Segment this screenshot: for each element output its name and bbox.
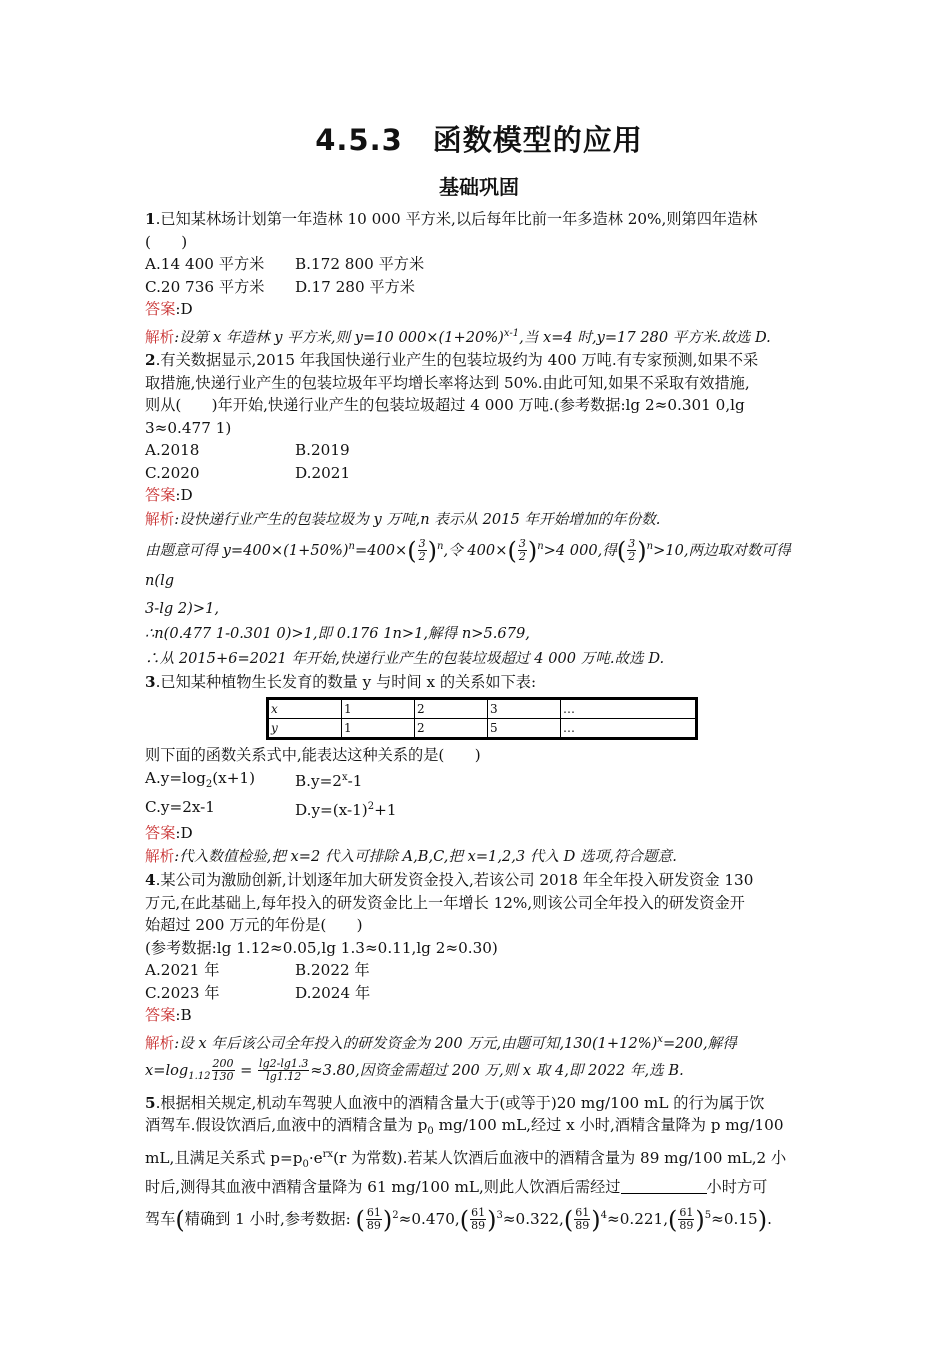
q2-analysis-4: ∴n(0.477 1-0.301 0)>1,即 0.176 1n>1,解得 n>5.679, — [145, 624, 530, 642]
q2-exponent-n: n — [437, 540, 444, 552]
table-cell: y — [268, 719, 342, 739]
q2-option-d: D.2021 — [295, 463, 351, 482]
q3-analysis-text: :代入数值检验,把 x=2 代入可排除 A,B,C,把 x=1,2,3 代入 D 选项,符合题意. — [174, 848, 677, 866]
paren-open: ( — [507, 536, 517, 565]
fraction-denominator: 89 — [471, 1219, 486, 1233]
q2-analysis-3: 3-lg 2)>1, — [145, 599, 219, 617]
value-2: ≈0.470, — [398, 1209, 460, 1228]
analysis-label: 解析 — [145, 510, 175, 528]
q4-analysis-2 — [145, 1056, 813, 1092]
q3-option-a-text: A.y=log — [145, 768, 206, 787]
q2-text-2: 取措施,快递行业产生的包装垃圾年平均增长率将达到 50%.由此可知,如果不采取有效措施, — [145, 373, 750, 392]
paren-close: ) — [487, 1205, 497, 1234]
q4-number: 4 — [145, 871, 156, 890]
power-4: 4 — [600, 1209, 607, 1221]
table-cell: x — [268, 699, 342, 719]
q2-exponent-n: n — [348, 540, 355, 552]
power-2: 2 — [392, 1209, 399, 1221]
q1-option-b: B.172 800 平方米 — [295, 255, 425, 273]
table-cell: … — [561, 699, 697, 719]
fraction-61-89 — [366, 1207, 382, 1232]
answer-label: 答案 — [145, 1006, 176, 1025]
power-5: 5 — [704, 1209, 712, 1221]
q2-option-a: A.2018 — [145, 441, 200, 460]
q3-answer — [145, 822, 813, 845]
q4-equals: = — [235, 1061, 258, 1079]
fraction-3-2 — [627, 538, 636, 563]
q2-analysis-eq-mid1: =400× — [354, 541, 408, 559]
q4-analysis-text-end: =200,解得 — [662, 1034, 737, 1052]
q5-text-4 — [145, 1176, 813, 1199]
q2-analysis-2 — [145, 532, 813, 596]
q3-question: 则下面的函数关系式中,能表达这种关系的是( ) — [145, 746, 481, 765]
q1-analysis — [145, 321, 813, 350]
fraction-numerator: 3 — [418, 537, 426, 551]
page-title: 4.5.3 函数模型的应用 — [315, 123, 643, 157]
q3-option-a-sub: 2 — [205, 778, 213, 790]
fraction-denominator: 2 — [418, 550, 426, 564]
q4-text-2: 万元,在此基础上,每年投入的研发资金比上一年增长 12%,则该公司全年投入的研发资金开 — [145, 893, 745, 912]
fraction-200-130 — [212, 1058, 235, 1083]
q2-analysis-text-1: :设快递行业产生的包装垃圾为 y 万吨,n 表示从 2015 年开始增加的年份数. — [174, 510, 661, 528]
fraction-lg — [258, 1058, 309, 1083]
q5-period: . — [767, 1209, 772, 1228]
q5-text-4a: 时后,测得其血液中酒精含量降为 61 mg/100 mL,则此人饮酒后需经过 — [145, 1178, 621, 1197]
q1-answer — [145, 298, 813, 321]
q4-option-d: D.2024 年 — [295, 983, 371, 1002]
paren-open: ( — [668, 1205, 678, 1234]
q1-analysis-text: :设第 x 年造林 y 平方米,则 y=10 000×(1+20%) — [174, 328, 504, 346]
q2-analysis-eq-end: >10,两边取对数可得 n(lg — [145, 541, 791, 589]
fraction-61-89 — [470, 1207, 486, 1232]
fraction-numerator: 3 — [518, 537, 526, 551]
q3-option-b-end: -1 — [347, 771, 363, 790]
paren-close: ) — [527, 536, 538, 565]
q1-analysis-exponent: x-1 — [503, 327, 520, 339]
q2-stem — [145, 349, 813, 372]
q4-analysis-1 — [145, 1027, 813, 1056]
q3-answer-value: :D — [175, 823, 193, 842]
q1-analysis-text-end: ,当 x=4 时,y=17 280 平方米.故选 D. — [519, 328, 771, 346]
fraction-numerator: lg2-lg1.3 — [259, 1057, 309, 1071]
fraction-numerator: 61 — [366, 1206, 381, 1220]
paren-close: ) — [427, 536, 438, 565]
paren-close: ) — [757, 1205, 768, 1234]
fraction-3-2 — [418, 538, 427, 563]
q3-option-c: C.y=2x-1 — [145, 798, 215, 817]
q1-option-d: D.17 280 平方米 — [295, 277, 415, 296]
fraction-numerator: 61 — [471, 1206, 486, 1220]
q3-number: 3 — [145, 672, 156, 691]
q1-stem — [145, 208, 813, 231]
q5-text-1: .根据相关规定,机动车驾驶人血液中的酒精含量大于(或等于)20 mg/100 mL 的行为属于饮 — [155, 1093, 765, 1112]
q5-sub-0: 0 — [427, 1126, 434, 1138]
q5-number: 5 — [145, 1093, 156, 1112]
q2-option-c: C.2020 — [145, 463, 200, 482]
q2-options-row2 — [145, 462, 813, 485]
table-cell: … — [561, 719, 697, 739]
fraction-numerator: 61 — [575, 1206, 590, 1220]
q1-options-row2 — [145, 276, 813, 299]
answer-label: 答案 — [145, 486, 176, 505]
value-3: ≈0.322, — [502, 1209, 564, 1228]
fraction-numerator: 3 — [628, 537, 636, 551]
q5-sub-0: 0 — [302, 1158, 309, 1170]
fraction-denominator: 89 — [575, 1219, 590, 1233]
q5-text-4b: 小时方可 — [706, 1178, 768, 1197]
fraction-denominator: 130 — [212, 1070, 234, 1084]
q4-text-1: .某公司为激励创新,计划逐年加大研发资金投入,若该公司 2018 年全年投入研发资金 130 — [155, 871, 754, 890]
q4-analysis-text: :设 x 年后该公司全年投入的研发资金为 200 万元,由题可知,130(1+12%) — [174, 1034, 658, 1052]
fraction-denominator: lg1.12 — [266, 1070, 302, 1084]
table-cell: 1 — [342, 719, 415, 739]
q3-option-b-text: B.y=2 — [295, 771, 342, 790]
q2-text-4: 3≈0.477 1) — [145, 418, 232, 437]
q3-option-d-sup: 2 — [367, 801, 375, 813]
q5-text-3 — [145, 1144, 813, 1177]
q1-answer-value: :D — [175, 300, 193, 318]
paren-open: ( — [563, 1205, 574, 1234]
q5-exponent-rx: rx — [322, 1148, 334, 1160]
q4-option-b: B.2022 年 — [295, 961, 370, 980]
fraction-61-89 — [574, 1207, 590, 1232]
q3-options-row2 — [145, 796, 813, 822]
q1-number: 1 — [145, 210, 156, 228]
power-3: 3 — [496, 1209, 503, 1221]
paren-open: ( — [459, 1205, 470, 1234]
q5-text-2a: 酒驾车.假设饮酒后,血液中的酒精含量为 p — [145, 1116, 428, 1135]
q3-option-d-end: +1 — [374, 801, 397, 820]
paren-close: ) — [695, 1205, 705, 1234]
q4-log-base: 1.12 — [188, 1070, 211, 1082]
paren-close: ) — [382, 1205, 393, 1234]
q5-text-3c: (r 为常数).若某人饮酒后血液中的酒精含量为 89 mg/100 mL,2 小 — [333, 1148, 787, 1167]
q5-text-3a: mL,且满足关系式 p=p — [145, 1148, 303, 1167]
answer-label: 答案 — [145, 300, 176, 318]
q2-text-3: 则从( )年开始,快递行业产生的包装垃圾超过 4 000 万吨.(参考数据:lg 2≈0.301 0,lg — [145, 396, 745, 415]
q2-analysis-eq-mid3: >4 000,得 — [543, 541, 617, 559]
table-row — [268, 719, 697, 739]
q3-options-row1 — [145, 767, 813, 797]
q4-analysis-result: ≈3.80,因资金需超过 200 万,则 x 取 4,即 2022 年,选 B. — [310, 1061, 684, 1079]
q5-text-2 — [145, 1114, 813, 1144]
value-5: ≈0.15 — [711, 1209, 758, 1228]
q4-text-3: 始超过 200 万元的年份是( ) — [145, 916, 363, 935]
paren-close: ) — [637, 536, 647, 565]
q4-options-row1 — [145, 959, 813, 982]
q1-options-row1 — [145, 253, 813, 276]
table-cell: 3 — [488, 699, 561, 719]
q3-data-table — [266, 697, 698, 740]
q1-paren: ( ) — [145, 232, 188, 251]
q3-text: .已知某种植物生长发育的数量 y 与时间 x 的关系如下表: — [155, 672, 537, 691]
q5-text-5b: 精确到 1 小时,参考数据: — [184, 1209, 351, 1228]
q2-exponent-n: n — [537, 540, 544, 552]
fraction-3-2 — [518, 538, 527, 563]
q4-options-row2 — [145, 982, 813, 1005]
q2-options-row1 — [145, 439, 813, 462]
analysis-label: 解析 — [145, 1034, 175, 1052]
paren-open: ( — [616, 536, 627, 565]
table-cell: 5 — [488, 719, 561, 739]
analysis-label: 解析 — [145, 848, 175, 866]
q3-option-a-end: (x+1) — [212, 768, 256, 787]
q2-text-1: .有关数据显示,2015 年我国快递行业产生的包装垃圾约为 400 万吨.有专家预测,如果不采 — [155, 351, 759, 370]
table-cell: 2 — [415, 699, 488, 719]
fraction-denominator: 2 — [518, 550, 526, 564]
paren-open: ( — [407, 536, 417, 565]
fraction-numerator: 200 — [212, 1057, 234, 1071]
q3-option-a — [145, 767, 295, 797]
q1-option-c: C.20 736 平方米 — [145, 277, 265, 296]
q5-text-5 — [145, 1199, 813, 1237]
q4-option-c: C.2023 年 — [145, 983, 220, 1002]
q4-reference: (参考数据:lg 1.12≈0.05,lg 1.3≈0.11,lg 2≈0.30) — [145, 938, 498, 957]
q3-option-b-sup: x — [341, 771, 348, 783]
q2-analysis-eq-mid2: ,令 400× — [443, 541, 508, 559]
fraction-61-89 — [678, 1207, 694, 1232]
value-4: ≈0.221, — [607, 1209, 669, 1228]
paren-close: ) — [591, 1205, 601, 1234]
q2-answer-value: :D — [175, 486, 193, 505]
q5-text-2b: mg/100 mL,经过 x 小时,酒精含量降为 p mg/100 — [433, 1116, 784, 1135]
q4-option-a: A.2021 年 — [145, 961, 220, 980]
q3-option-b — [295, 767, 445, 797]
q4-answer — [145, 1004, 813, 1027]
q1-option-a: A.14 400 平方米 — [145, 255, 265, 273]
q2-answer — [145, 484, 813, 507]
q3-option-d — [295, 796, 445, 822]
q3-stem — [145, 671, 813, 694]
document-page — [145, 118, 813, 1237]
q5-text-3b: ·e — [308, 1148, 323, 1167]
answer-label: 答案 — [145, 823, 176, 842]
fraction-denominator: 2 — [628, 550, 636, 564]
q2-analysis-1 — [145, 507, 813, 532]
table-row — [268, 699, 697, 719]
fraction-numerator: 61 — [679, 1206, 694, 1220]
q1-text: .已知某林场计划第一年造林 10 000 平方米,以后每年比前一年多造林 20%,则第四年造林 — [155, 210, 758, 228]
q3-analysis — [145, 844, 813, 869]
q4-log: x=log — [145, 1061, 189, 1079]
q4-analysis-exponent: x — [657, 1033, 663, 1045]
q4-stem — [145, 869, 813, 892]
paren-open: ( — [355, 1205, 365, 1234]
q2-exponent-n: n — [646, 540, 654, 552]
q5-stem — [145, 1092, 813, 1115]
q5-text-5a: 驾车 — [145, 1209, 176, 1228]
q4-answer-value: :B — [175, 1006, 192, 1025]
q2-analysis-eq-start: 由题意可得 y=400×(1+50%) — [145, 541, 349, 559]
table-cell: 2 — [415, 719, 488, 739]
analysis-label: 解析 — [145, 328, 175, 346]
q2-number: 2 — [145, 351, 156, 370]
table-cell: 1 — [342, 699, 415, 719]
q2-option-b: B.2019 — [295, 441, 350, 460]
paren-open: ( — [175, 1205, 185, 1234]
q2-analysis-5: ∴从 2015+6=2021 年开始,快递行业产生的包装垃圾超过 4 000 万吨.故选 D. — [145, 649, 665, 667]
section-title: 基础巩固 — [439, 175, 519, 199]
fraction-denominator: 89 — [679, 1219, 694, 1233]
fraction-denominator: 89 — [366, 1219, 381, 1233]
q3-option-d-text: D.y=(x-1) — [295, 801, 368, 820]
answer-blank[interactable] — [621, 1177, 707, 1194]
